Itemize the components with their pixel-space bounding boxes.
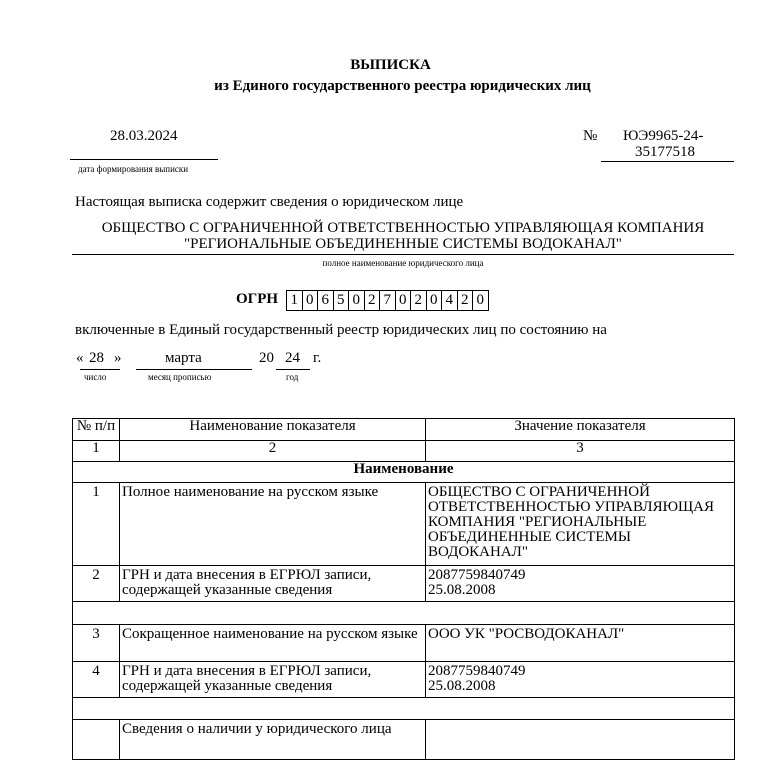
ogrn-digit: 0 <box>395 290 412 311</box>
row-label: Сведения о наличии у юридического лица <box>120 720 426 760</box>
row-number <box>73 720 120 760</box>
table-row <box>73 566 735 602</box>
month-caption: месяц прописью <box>148 372 212 382</box>
ogrn-digit: 0 <box>472 290 489 311</box>
ogrn-digit: 2 <box>457 290 474 311</box>
ogrn-boxes <box>286 290 489 311</box>
month-underline <box>136 369 252 370</box>
col-number-3: 3 <box>426 441 735 462</box>
entity-name-underline <box>72 254 734 255</box>
intro-text: Настоящая выписка содержит сведения о юридическом лице <box>75 194 464 210</box>
row-label: ГРН и дата внесения в ЕГРЮЛ записи, содержащей указанные сведения <box>120 662 426 698</box>
register-table <box>72 418 735 760</box>
as-of-century: 20 <box>259 350 274 366</box>
row-value: ОБЩЕСТВО С ОГРАНИЧЕННОЙ ОТВЕТСТВЕННОСТЬЮ УПРАВЛЯЮЩАЯ КОМПАНИЯ "РЕГИОНАЛЬНЫЕ ОБЪЕДИНЕННЫЕ СИСТЕМЫ ВОДОКАНАЛ" <box>426 483 735 566</box>
entity-name-line1: ОБЩЕСТВО С ОГРАНИЧЕННОЙ ОТВЕТСТВЕННОСТЬЮ УПРАВЛЯЮЩАЯ КОМПАНИЯ <box>101 220 705 236</box>
extract-number-line1: ЮЭ9965-24- <box>623 128 704 144</box>
ogrn-digit: 1 <box>286 290 303 311</box>
entity-full-name <box>72 220 734 252</box>
header-value: Значение показателя <box>426 419 735 441</box>
grn-number: 2087759840749 <box>428 663 526 679</box>
grn-number: 2087759840749 <box>428 567 526 583</box>
year-suffix: г. <box>313 350 322 366</box>
table-row <box>73 720 735 760</box>
status-text: включенные в Единый государственный реестр юридических лиц по состоянию на <box>75 322 607 338</box>
section-title: Наименование <box>73 462 735 483</box>
document-subtitle: из Единого государственного реестра юридических лиц <box>214 78 591 94</box>
row-number: 4 <box>73 662 120 698</box>
ogrn-digit: 5 <box>333 290 350 311</box>
spacer-row <box>73 698 735 720</box>
ogrn-digit: 4 <box>441 290 458 311</box>
row-label: ГРН и дата внесения в ЕГРЮЛ записи, содержащей указанные сведения <box>120 566 426 602</box>
spacer-cell <box>73 602 735 625</box>
day-caption: число <box>84 372 107 382</box>
ogrn-digit: 6 <box>317 290 334 311</box>
as-of-year: 24 <box>285 350 300 366</box>
row-number: 3 <box>73 625 120 662</box>
table-row <box>73 483 735 566</box>
section-row <box>73 462 735 483</box>
year-caption: год <box>286 372 299 382</box>
date-underline <box>70 159 218 160</box>
ogrn-digit: 0 <box>302 290 319 311</box>
open-quote: « <box>76 350 84 366</box>
row-value <box>426 720 735 760</box>
date-caption: дата формирования выписки <box>78 164 189 174</box>
row-number: 2 <box>73 566 120 602</box>
row-label: Полное наименование на русском языке <box>120 483 426 566</box>
ogrn-digit: 7 <box>379 290 396 311</box>
entity-name-line2: "РЕГИОНАЛЬНЫЕ ОБЪЕДИНЕННЫЕ СИСТЕМЫ ВОДОКАНАЛ" <box>184 236 622 252</box>
ogrn-digit: 0 <box>426 290 443 311</box>
row-label: Сокращенное наименование на русском языке <box>120 625 426 662</box>
grn-date: 25.08.2008 <box>428 582 496 598</box>
entity-name-caption: полное наименование юридического лица <box>322 258 484 268</box>
grn-date: 25.08.2008 <box>428 678 496 694</box>
row-number: 1 <box>73 483 120 566</box>
table-row <box>73 662 735 698</box>
ogrn-digit: 2 <box>364 290 381 311</box>
year-underline <box>276 369 310 370</box>
table-header-row <box>73 419 735 441</box>
close-quote: » <box>114 350 122 366</box>
as-of-day: 28 <box>89 350 104 366</box>
col-number-2: 2 <box>120 441 426 462</box>
table-row <box>73 625 735 662</box>
table-colnum-row <box>73 441 735 462</box>
number-sign: № <box>583 128 598 144</box>
as-of-month: марта <box>165 350 202 366</box>
day-underline <box>80 369 120 370</box>
document-title: ВЫПИСКА <box>350 57 431 73</box>
spacer-cell <box>73 698 735 720</box>
header-number: № п/п <box>73 419 120 441</box>
row-value <box>426 662 735 698</box>
extract-number-line2: 35177518 <box>635 144 695 160</box>
ogrn-digit: 0 <box>348 290 365 311</box>
ogrn-digit: 2 <box>410 290 427 311</box>
extract-date: 28.03.2024 <box>110 128 178 144</box>
row-value <box>426 566 735 602</box>
row-value: ООО УК "РОСВОДОКАНАЛ" <box>426 625 735 662</box>
ogrn-label: ОГРН <box>236 291 279 307</box>
spacer-row <box>73 602 735 625</box>
header-indicator: Наименование показателя <box>120 419 426 441</box>
number-underline <box>601 161 734 162</box>
col-number-1: 1 <box>73 441 120 462</box>
